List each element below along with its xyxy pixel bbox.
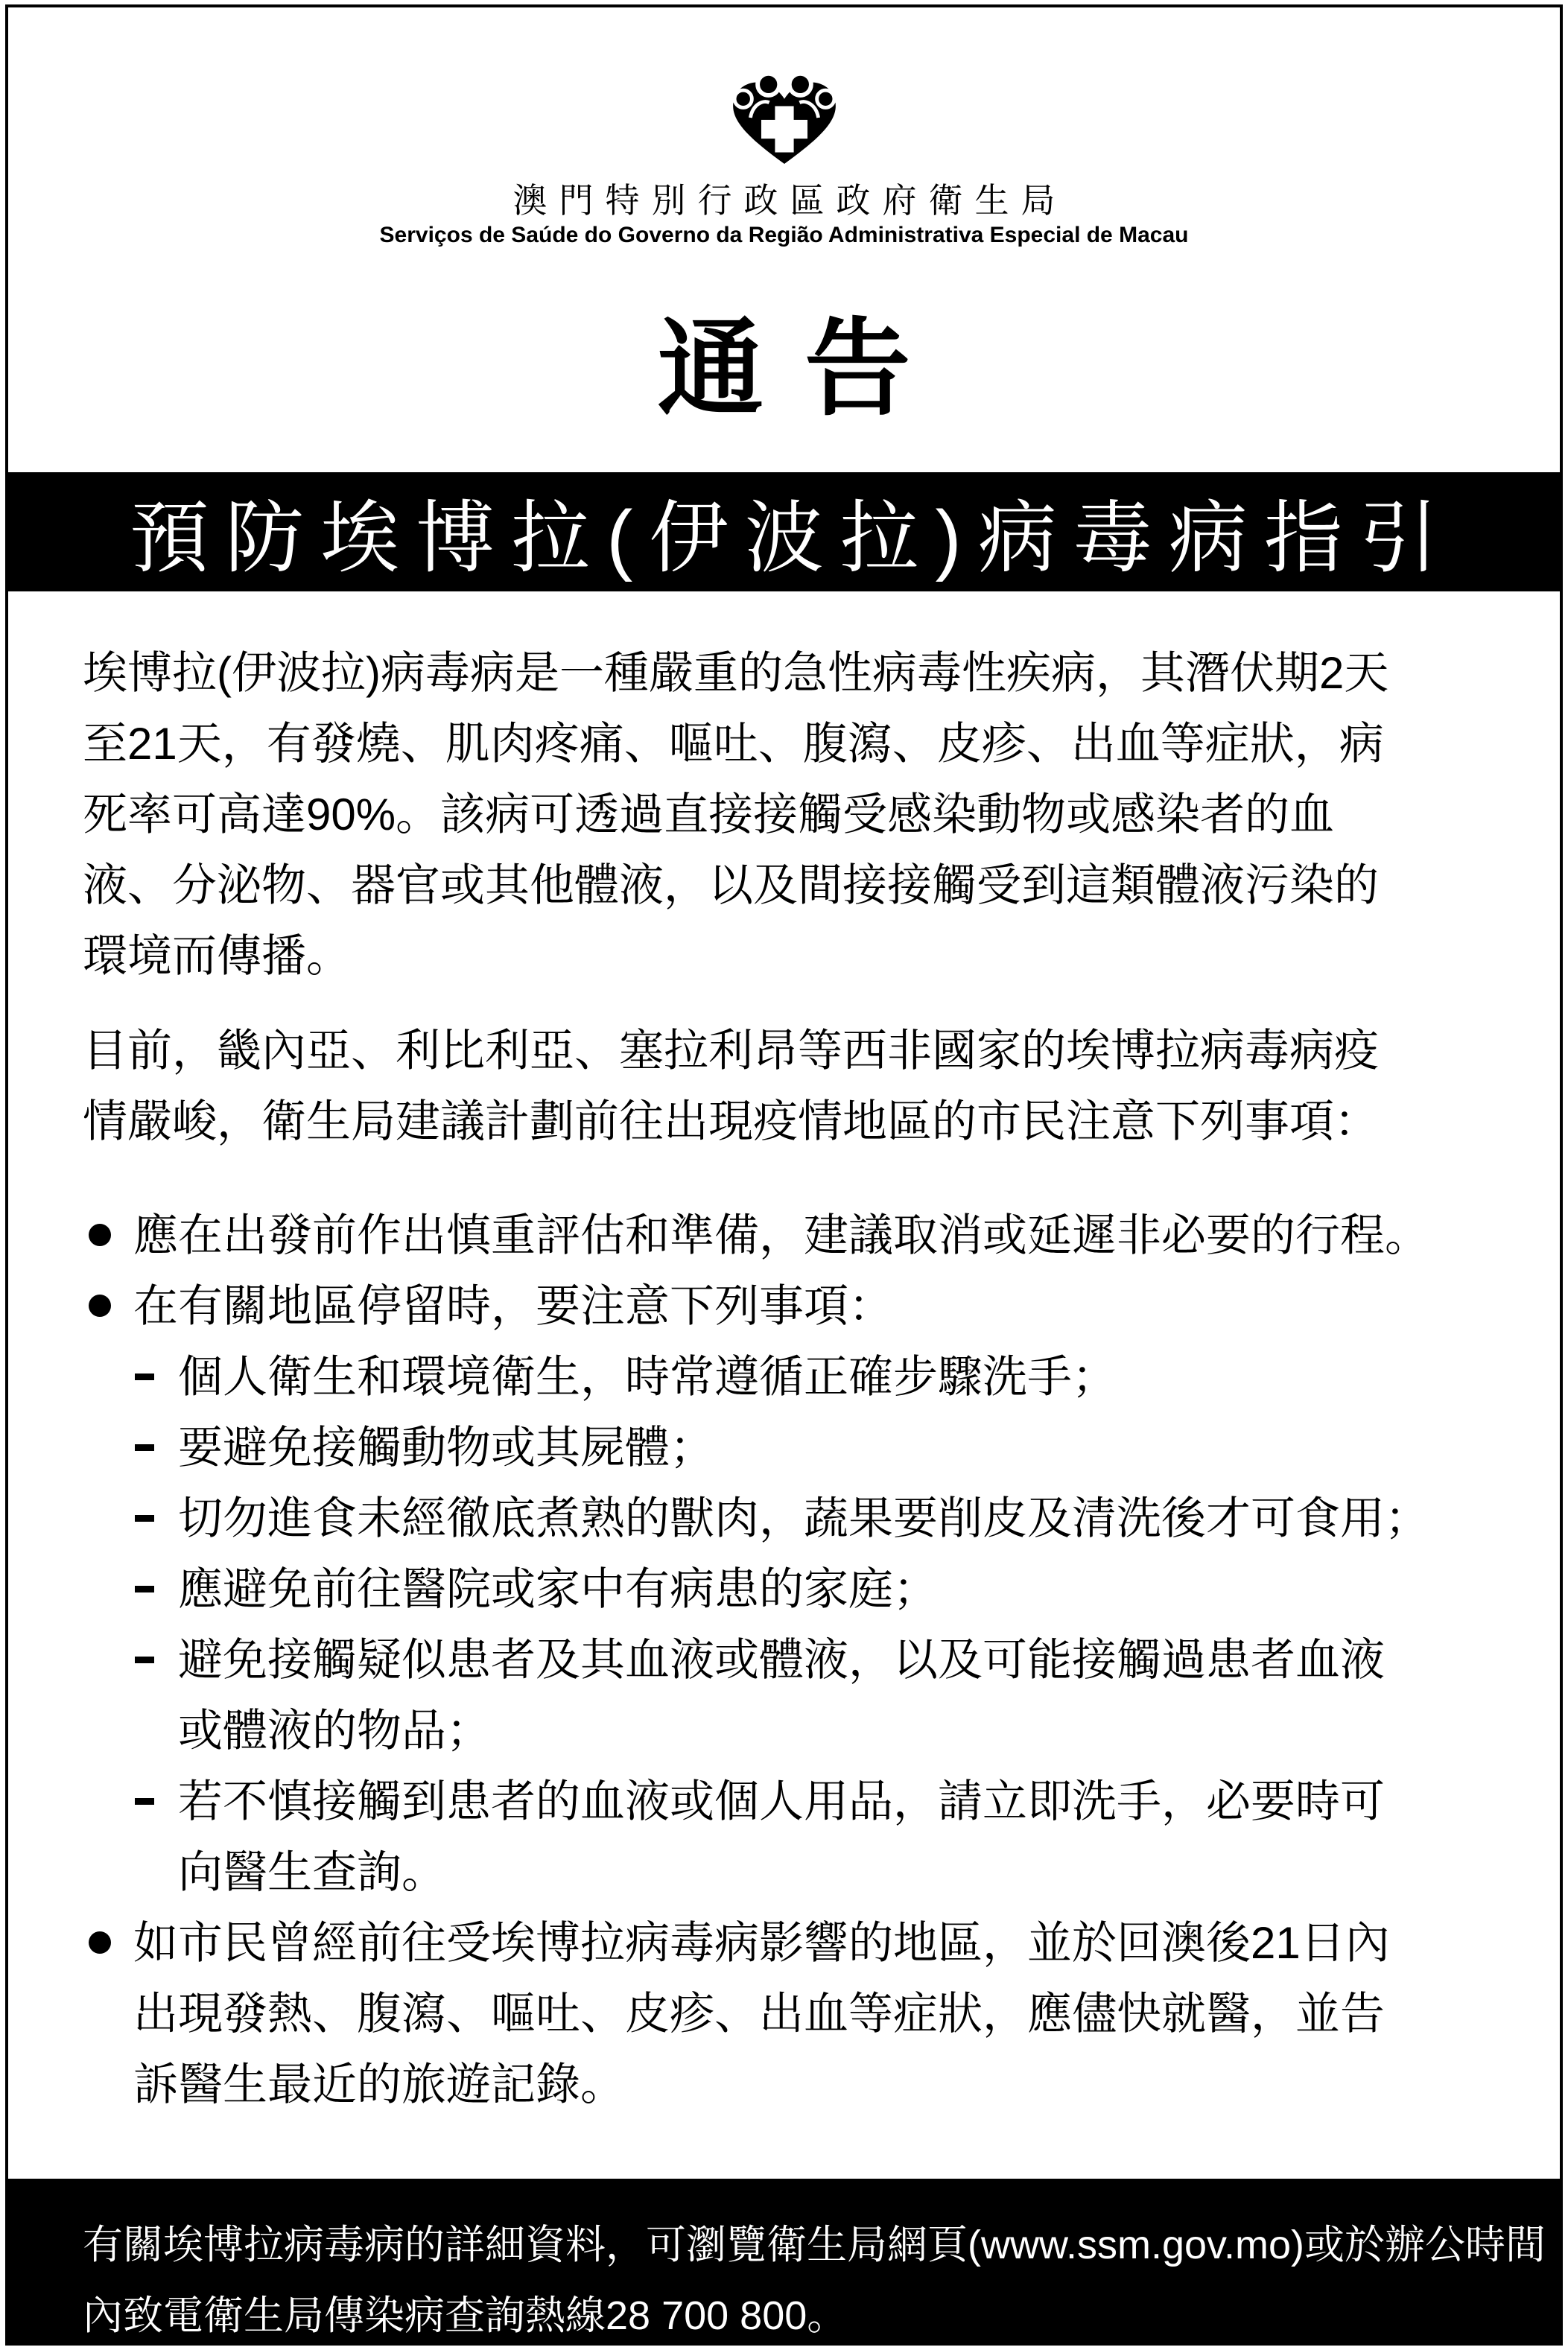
bullet-marker [89, 1224, 111, 1246]
text-line: 環境而傳播。 [83, 931, 351, 981]
footer-info-line: 有關埃博拉病毒病的詳細資料，可瀏覽衛生局網頁(www.ssm.gov.mo)或於辦公時間 [83, 2223, 1546, 2267]
bullet-item [83, 1200, 1485, 1271]
paragraph-intro [83, 638, 1485, 991]
text-line: 向醫生查詢。 [178, 1847, 446, 1897]
text-line: 目前，畿內亞、利比利亞、塞拉利昂等西非國家的埃博拉病毒病疫 [83, 1026, 1379, 1076]
bullet-item [83, 1271, 1485, 1341]
dash-marker [135, 1374, 154, 1380]
text-line: 要避免接觸動物或其屍體； [178, 1423, 714, 1473]
dash-marker [135, 1586, 154, 1592]
text-line: 死率可高達90%。該病可透過直接接觸受感染動物或感染者的血 [83, 790, 1335, 839]
text-line: 液、分泌物、器官或其他體液，以及間接接觸受到這類體液污染的 [83, 860, 1379, 910]
dash-marker [135, 1444, 154, 1451]
text-line: 在有關地區停留時，要注意下列事項： [133, 1281, 893, 1331]
advice-list [83, 1200, 1485, 2120]
text-line: 情嚴峻，衛生局建議計劃前往出現疫情地區的市民注意下列事項： [83, 1096, 1379, 1146]
sub-item [135, 1483, 1485, 1554]
text-line: 個人衛生和環境衛生，時常遵循正確步驟洗手； [178, 1352, 1117, 1402]
sub-item [135, 1554, 1485, 1625]
org-header [8, 7, 1560, 250]
dash-marker [135, 1657, 154, 1663]
sub-item [135, 1625, 1485, 1766]
text-line: 出現發熱、腹瀉、嘔吐、皮疹、出血等症狀，應儘快就醫，並告 [133, 1989, 1385, 2039]
footer-bar [8, 2179, 1560, 2343]
notice-title: 通 告 [657, 310, 917, 428]
text-line: 訴醫生最近的旅遊記錄。 [133, 2060, 625, 2109]
footer-hotline-line: 內致電衛生局傳染病查詢熱線28 700 800。 [83, 2293, 848, 2338]
sub-item [135, 1341, 1485, 1412]
dash-marker [135, 1515, 154, 1522]
text-line: 或體液的物品； [178, 1706, 491, 1756]
dash-marker [135, 1798, 154, 1805]
sub-item [135, 1412, 1485, 1483]
org-name-portuguese: Serviços de Saúde do Governo da Região Administrativa Especial de Macau [379, 223, 1189, 247]
org-name-chinese: 澳門特別行政區政府衛生局 [512, 181, 1067, 220]
text-line: 如市民曾經前往受埃博拉病毒病影響的地區，並於回澳後21日內 [133, 1918, 1390, 1968]
bullet-item [83, 1908, 1485, 2120]
sub-item [135, 1766, 1485, 1908]
health-bureau-logo-icon [726, 70, 842, 165]
text-line: 避免接觸疑似患者及其血液或體液，以及可能接觸過患者血液 [178, 1635, 1385, 1685]
bullet-marker [89, 1295, 111, 1317]
bullet-marker [89, 1931, 111, 1954]
text-line: 應在出發前作出慎重評估和準備，建議取消或延遲非必要的行程。 [133, 1210, 1429, 1260]
text-line: 至21天，有發燒、肌肉疼痛、嘔吐、腹瀉、皮疹、出血等症狀，病 [83, 719, 1384, 769]
paragraph-situation [83, 1015, 1485, 1157]
notice-body [8, 591, 1560, 2120]
text-line: 若不慎接觸到患者的血液或個人用品，請立即洗手，必要時可 [178, 1776, 1385, 1826]
text-line: 切勿進食未經徹底煮熟的獸肉，蔬果要削皮及清洗後才可食用； [178, 1493, 1429, 1543]
page-border-frame [5, 4, 1563, 2346]
text-line: 埃博拉(伊波拉)病毒病是一種嚴重的急性病毒性疾病，其潛伏期2天 [83, 648, 1389, 698]
text-line: 應避免前往醫院或家中有病患的家庭； [178, 1564, 938, 1614]
banner-headline: 預防埃博拉(伊波拉)病毒病指引 [8, 472, 1560, 591]
